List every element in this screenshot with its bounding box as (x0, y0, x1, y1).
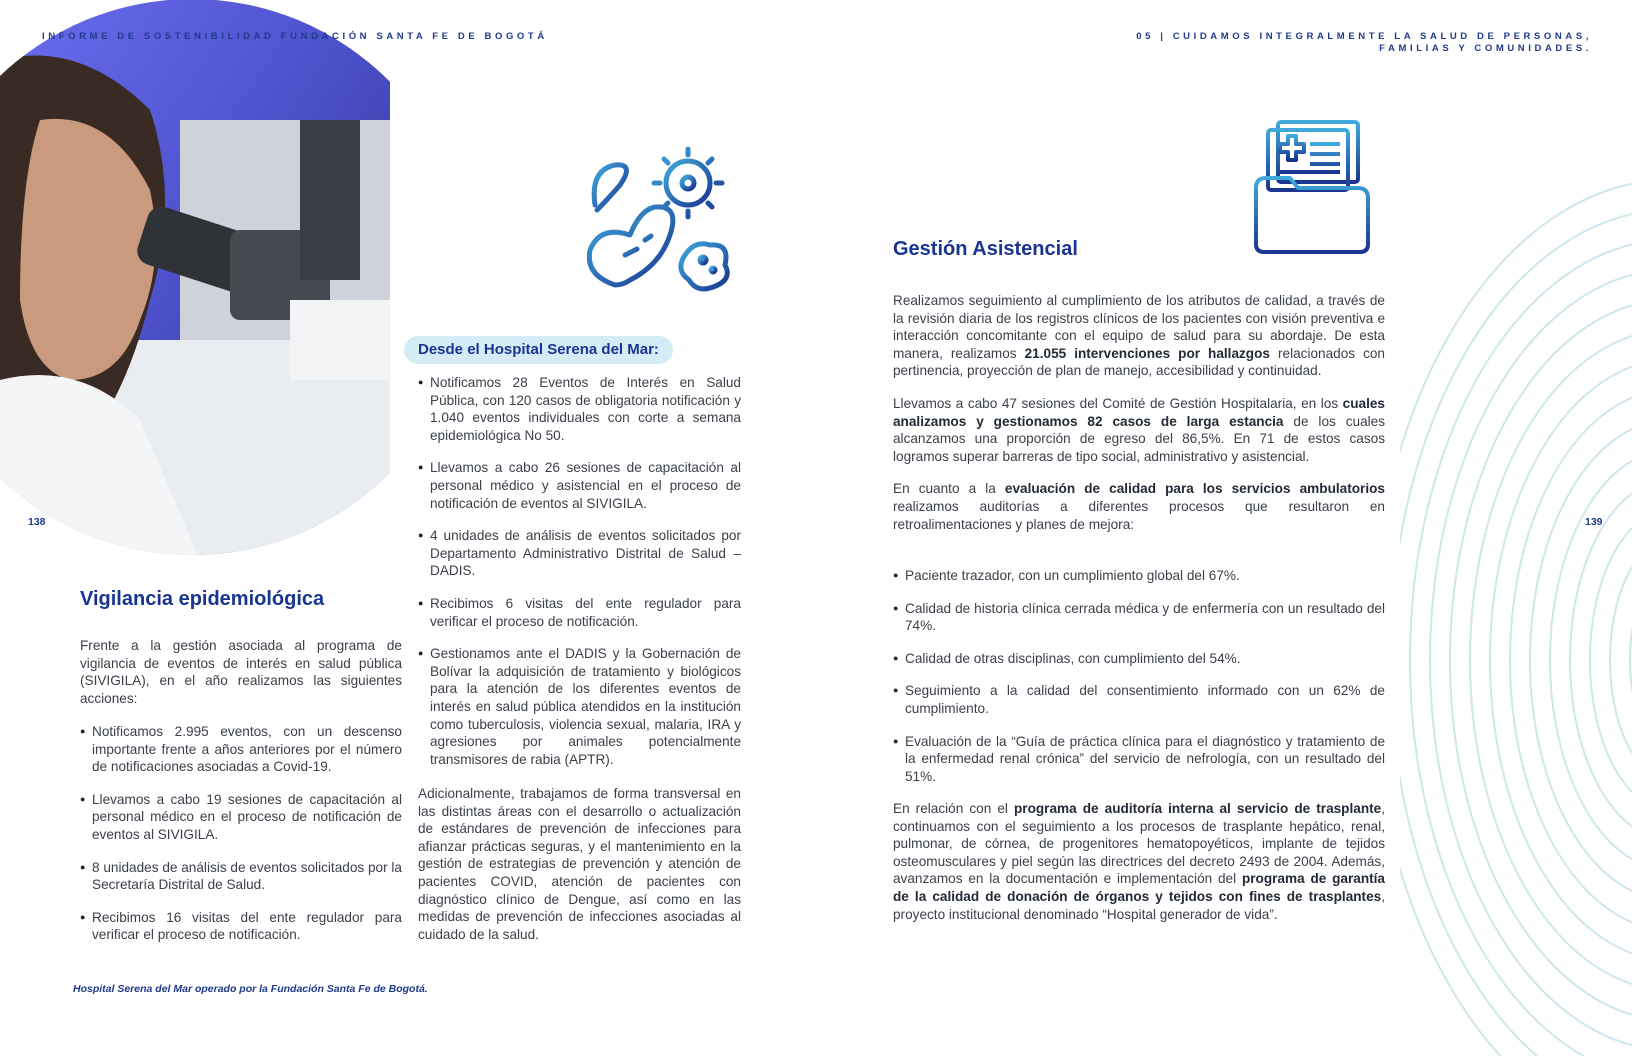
vigilancia-bullets (80, 723, 402, 959)
microscope-photo (0, 0, 390, 560)
serena-bullets (418, 374, 741, 783)
list-item: ● Gestionamos ante el DADIS y la Gobernación de Bolívar la adquisición de tratamiento y biológicos para la atención de los diferentes eventos de interés en salud pública atendidos en la institución como tuberculosis, violencia sexual, malaria, IRA y agresiones por animales potencialmente transmisores de rabia (APTR). (418, 645, 741, 768)
p4-bold-1: programa de auditoría interna al servicio de trasplante (1013, 801, 1382, 816)
serena-closing-text: Adicionalmente, trabajamos de forma transversal en las distintas áreas con el desarrollo o actualización de estándares de prevención de infecciones para afianzar prácticas seguras, y el mantenimiento en la gestión de estrategias de prevención y atención de pacientes COVID, atención de pacientes con diagnóstico clínico de Dengue, así como en las medidas de prevención de infecciones asociadas al cuidado de la salud. (418, 786, 741, 942)
hospital-serena-pill-title: Desde el Hospital Serena del Mar: (404, 336, 673, 364)
p3-text-b: realizamos auditorías a diferentes procesos que resultaron en retroalimentaciones y planes de mejora: (893, 498, 1385, 532)
p1-text-b: relacionados con pertinencia, proyección de plan de manejo, accesibilidad y continuidad. (893, 345, 1385, 379)
list-item: ● Llevamos a cabo 19 sesiones de capacitación al personal médico en el proceso de notificación de eventos al SIVIGILA. (80, 791, 402, 844)
vigilancia-intro (80, 637, 402, 722)
p4-text-b: , continuamos con el seguimiento a los procesos de trasplante hepático, renal, pulmonar, de córnea, de progenitores hematopoyéticos, implante de tejidos osteomusculares y piel según las directrices del decreto 2493 de 2004. Además, avanzamos en la documentación e implementación del (893, 801, 1385, 887)
bacteria-virus-icon (585, 145, 745, 305)
p4-text-a: En relación con el (893, 801, 1014, 816)
vigilancia-intro-text: Frente a la gestión asociada al programa de vigilancia de eventos de interés en salud pública (SIVIGILA), en el año realizamos las siguientes acciones: (80, 638, 402, 706)
p3-text-a: En cuanto a la (893, 481, 1005, 497)
list-item: ● Notificamos 2.995 eventos, con un descenso importante frente a años anteriores por el número de notificaciones asociadas a Covid-19. (80, 723, 402, 776)
header-right-title (1136, 31, 1592, 55)
header-right-line2: FAMILIAS Y COMUNIDADES. (1379, 43, 1592, 54)
list-item: ● Evaluación de la “Guía de práctica clínica para el diagnóstico y tratamiento de la enfermedad renal crónica” del servicio de nefrología, con un resultado del 51%. (893, 733, 1385, 786)
gestion-body (893, 292, 1385, 548)
p4-bold-2: programa de garantía de la calidad de donación de órganos y tejidos con fines de trasplantes (893, 871, 1385, 904)
p2-text-a: Llevamos a cabo 47 sesiones del Comité de Gestión Hospitalaria, en los (893, 395, 1343, 411)
gestion-paragraph-2 (893, 395, 1385, 465)
gestion-bullets (893, 567, 1385, 800)
page-number-right: 139 (1585, 516, 1603, 528)
p1-bold: 21.055 intervenciones por hallazgos (1024, 345, 1270, 361)
p2-text-b: de los cuales alcanzamos una proporción de egreso del 86,5%. En 71 de estos casos logramos superar barreras de tipo social, administrativo y asistencial. (893, 413, 1386, 464)
section-title-vigilancia: Vigilancia epidemiológica (80, 588, 325, 610)
list-item: ● Llevamos a cabo 26 sesiones de capacitación al personal médico y asistencial en el proceso de notificación de eventos al SIVIGILA. (418, 459, 741, 512)
header-right-line1: 05 | CUIDAMOS INTEGRALMENTE LA SALUD DE PERSONAS, (1136, 31, 1592, 42)
gestion-paragraph-3 (893, 480, 1385, 533)
list-item: ● Recibimos 6 visitas del ente regulador para verificar el proceso de notificación. (418, 595, 741, 630)
p1-text-a: Realizamos seguimiento al cumplimiento de los atributos de calidad, a través de la revisión diaria de los registros clínicos de los pacientes con visión preventiva e interacción concomitante con el equipo de salud para su abordaje. De esta manera, realizamos (893, 293, 1385, 361)
fingerprint-decoration (1400, 100, 1632, 1056)
p3-bold: evaluación de calidad para los servicios ambulatorios (1004, 481, 1385, 497)
page-number-left: 138 (28, 516, 46, 528)
list-item: ● 8 unidades de análisis de eventos solicitados por la Secretaría Distrital de Salud. (80, 859, 402, 894)
gestion-paragraph-4 (893, 800, 1385, 923)
serena-closing (418, 785, 741, 958)
list-item: ● Paciente trazador, con un cumplimiento global del 67%. (893, 567, 1385, 585)
p4-text-c: , proyecto institucional denominado “Hospital generador de vida”. (893, 888, 1385, 922)
list-item: ● Notificamos 28 Eventos de Interés en Salud Pública, con 120 casos de obligatoria notificación y 1.040 eventos individuales con corte a semana epidemiológica No 50. (418, 374, 741, 444)
header-left-title: INFORME DE SOSTENIBILIDAD FUNDACIÓN SANTA FE DE BOGOTÁ (42, 31, 548, 42)
gestion-closing (893, 800, 1385, 938)
list-item: ● 4 unidades de análisis de eventos solicitados por Departamento Administrativo Distrital de Salud – DADIS. (418, 527, 741, 580)
list-item: ● Calidad de otras disciplinas, con cumplimiento del 54%. (893, 650, 1385, 668)
list-item: ● Recibimos 16 visitas del ente regulador para verificar el proceso de notificación. (80, 909, 402, 944)
list-item: ● Seguimiento a la calidad del consentimiento informado con un 62% de cumplimiento. (893, 682, 1385, 717)
photo-caption: Hospital Serena del Mar operado por la Fundación Santa Fe de Bogotá. (73, 983, 428, 995)
gestion-paragraph-1 (893, 292, 1385, 380)
medical-folder-icon (1250, 118, 1375, 258)
p2-bold: cuales analizamos y gestionamos 82 casos de larga estancia (893, 395, 1385, 429)
section-title-gestion: Gestión Asistencial (893, 238, 1078, 260)
list-item: ● Calidad de historia clínica cerrada médica y de enfermería con un resultado del 74%. (893, 600, 1385, 635)
